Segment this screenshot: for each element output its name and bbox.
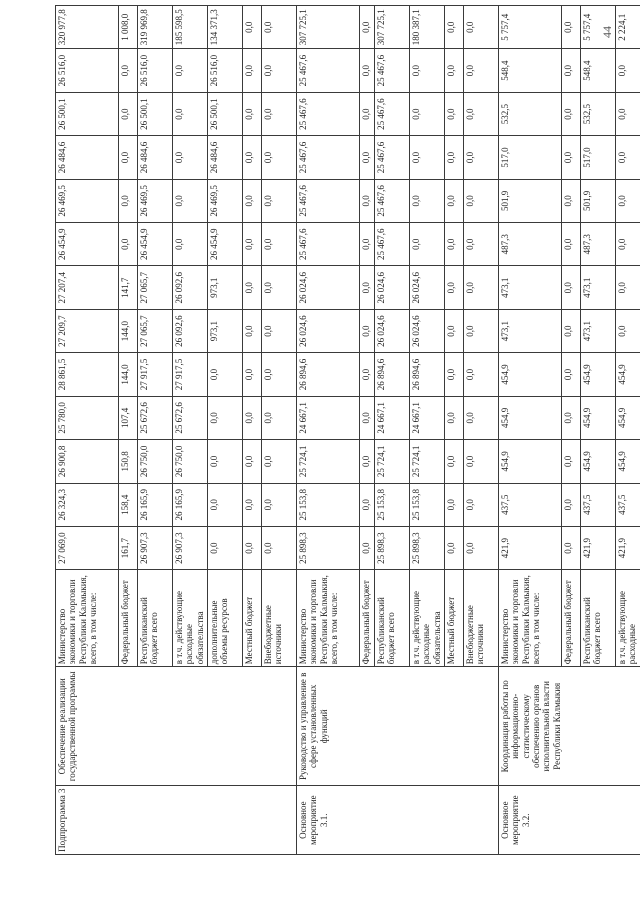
- funding-source-cell: Федеральный бюджет: [360, 570, 375, 667]
- year-value-cell: 0,0: [445, 353, 464, 396]
- funding-source-cell: Республиканский бюджет всего: [581, 570, 616, 667]
- page-number: 44: [600, 26, 614, 38]
- year-value-cell: 26 516,0: [56, 49, 119, 92]
- year-value-cell: 0,0: [464, 309, 499, 352]
- year-value-cell: 26 454,9: [208, 223, 243, 266]
- year-value-cell: 0,0: [562, 483, 581, 526]
- total-value-cell: 134 371,3: [208, 6, 243, 49]
- year-value-cell: 0,0: [562, 92, 581, 135]
- year-value-cell: 26 500,1: [138, 92, 173, 135]
- year-value-cell: 473,1: [581, 266, 616, 309]
- year-value-cell: 0,0: [562, 223, 581, 266]
- total-value-cell: 1 008,0: [119, 6, 138, 49]
- year-value-cell: 25 467,6: [297, 136, 360, 179]
- year-value-cell: 0,0: [262, 353, 297, 396]
- year-value-cell: 0,0: [173, 92, 208, 135]
- year-value-cell: 26 500,1: [56, 92, 119, 135]
- year-value-cell: 454,9: [616, 440, 640, 483]
- program-name-cell: Координация работы по информационно-статистическому обеспечению органов исполнительной власти Республики Калмыкия: [499, 667, 640, 786]
- year-value-cell: 25 724,1: [410, 440, 445, 483]
- year-value-cell: 144,0: [119, 353, 138, 396]
- rotated-page: [55, 5, 638, 855]
- year-value-cell: 141,7: [119, 266, 138, 309]
- year-value-cell: 26 165,9: [138, 483, 173, 526]
- year-value-cell: 0,0: [445, 223, 464, 266]
- year-value-cell: 26 516,0: [138, 49, 173, 92]
- year-value-cell: 0,0: [464, 136, 499, 179]
- year-value-cell: 0,0: [410, 179, 445, 222]
- year-value-cell: 26 454,9: [138, 223, 173, 266]
- year-value-cell: 26 516,0: [208, 49, 243, 92]
- year-value-cell: 25 153,8: [410, 483, 445, 526]
- year-value-cell: 501,9: [499, 179, 562, 222]
- year-value-cell: 24 667,1: [410, 396, 445, 439]
- total-value-cell: 0,0: [262, 6, 297, 49]
- funding-source-cell: дополнительные объемы ресурсов: [208, 570, 243, 667]
- year-value-cell: 0,0: [616, 223, 640, 266]
- budget-table: [55, 5, 640, 855]
- year-value-cell: 0,0: [464, 526, 499, 569]
- year-value-cell: 0,0: [262, 483, 297, 526]
- table-body: [56, 6, 640, 855]
- year-value-cell: 0,0: [360, 179, 375, 222]
- funding-source-cell: Министерство экономики и торговли Республики Калмыкия, всего, в том числе:: [297, 570, 360, 667]
- year-value-cell: 24 667,1: [297, 396, 360, 439]
- year-value-cell: 437,5: [581, 483, 616, 526]
- year-value-cell: 26 454,9: [56, 223, 119, 266]
- year-value-cell: 973,1: [208, 309, 243, 352]
- year-value-cell: 0,0: [119, 49, 138, 92]
- funding-source-cell: Местный бюджет: [243, 570, 262, 667]
- funding-source-cell: в т.ч. действующие расходные: [616, 570, 640, 667]
- total-value-cell: 0,0: [243, 6, 262, 49]
- year-value-cell: 25 898,3: [375, 526, 410, 569]
- year-value-cell: 0,0: [208, 440, 243, 483]
- year-value-cell: 421,9: [499, 526, 562, 569]
- year-value-cell: 0,0: [445, 309, 464, 352]
- year-value-cell: 0,0: [410, 136, 445, 179]
- year-value-cell: 473,1: [499, 266, 562, 309]
- year-value-cell: 0,0: [445, 440, 464, 483]
- year-value-cell: 25 467,6: [297, 49, 360, 92]
- year-value-cell: 0,0: [173, 49, 208, 92]
- year-value-cell: 27 207,4: [56, 266, 119, 309]
- year-value-cell: 26 500,1: [208, 92, 243, 135]
- year-value-cell: 0,0: [445, 396, 464, 439]
- total-value-cell: 307 725,1: [375, 6, 410, 49]
- year-value-cell: 26 907,3: [138, 526, 173, 569]
- year-value-cell: 26 024,6: [375, 309, 410, 352]
- year-value-cell: 0,0: [445, 136, 464, 179]
- year-value-cell: 25 467,6: [297, 223, 360, 266]
- year-value-cell: 0,0: [262, 309, 297, 352]
- year-value-cell: 0,0: [464, 266, 499, 309]
- year-value-cell: 0,0: [445, 49, 464, 92]
- year-value-cell: 144,0: [119, 309, 138, 352]
- year-value-cell: 517,0: [581, 136, 616, 179]
- table-row: [499, 6, 562, 855]
- year-value-cell: 0,0: [445, 483, 464, 526]
- year-value-cell: 25 724,1: [375, 440, 410, 483]
- year-value-cell: 0,0: [464, 396, 499, 439]
- year-value-cell: 0,0: [243, 223, 262, 266]
- year-value-cell: 25 780,0: [56, 396, 119, 439]
- total-value-cell: 0,0: [464, 6, 499, 49]
- year-value-cell: 437,5: [499, 483, 562, 526]
- year-value-cell: 0,0: [173, 223, 208, 266]
- year-value-cell: 25 467,6: [375, 49, 410, 92]
- funding-source-cell: Республиканский бюджет всего: [375, 570, 410, 667]
- year-value-cell: 0,0: [464, 92, 499, 135]
- table-row: [56, 6, 119, 855]
- year-value-cell: 26 907,3: [173, 526, 208, 569]
- year-value-cell: 0,0: [243, 526, 262, 569]
- year-value-cell: 0,0: [262, 440, 297, 483]
- year-value-cell: 454,9: [499, 353, 562, 396]
- year-value-cell: 25 672,6: [138, 396, 173, 439]
- year-value-cell: 27 917,5: [173, 353, 208, 396]
- year-value-cell: 27 069,0: [56, 526, 119, 569]
- year-value-cell: 473,1: [499, 309, 562, 352]
- year-value-cell: 0,0: [262, 49, 297, 92]
- funding-source-cell: Внебюджетные источники: [262, 570, 297, 667]
- year-value-cell: 0,0: [445, 266, 464, 309]
- year-value-cell: 0,0: [410, 49, 445, 92]
- year-value-cell: 0,0: [119, 179, 138, 222]
- year-value-cell: 0,0: [464, 483, 499, 526]
- year-value-cell: 26 092,6: [173, 309, 208, 352]
- year-value-cell: 0,0: [562, 136, 581, 179]
- year-value-cell: 25 467,6: [375, 136, 410, 179]
- year-value-cell: 0,0: [562, 266, 581, 309]
- year-value-cell: 26 894,6: [297, 353, 360, 396]
- year-value-cell: 0,0: [360, 396, 375, 439]
- total-value-cell: 5 757,4: [499, 6, 562, 49]
- year-value-cell: 0,0: [243, 396, 262, 439]
- year-value-cell: 25 467,6: [297, 179, 360, 222]
- year-value-cell: 437,5: [616, 483, 640, 526]
- year-value-cell: 454,9: [581, 353, 616, 396]
- year-value-cell: 0,0: [616, 179, 640, 222]
- year-value-cell: 0,0: [464, 223, 499, 266]
- year-value-cell: 454,9: [581, 396, 616, 439]
- year-value-cell: 25 153,8: [297, 483, 360, 526]
- year-value-cell: 25 724,1: [297, 440, 360, 483]
- total-value-cell: 185 598,5: [173, 6, 208, 49]
- program-level-cell: Основное мероприятие 3.1.: [297, 786, 499, 855]
- year-value-cell: 27 209,7: [56, 309, 119, 352]
- program-level-cell: Подпрограмма 3: [56, 786, 297, 855]
- year-value-cell: 487,3: [581, 223, 616, 266]
- year-value-cell: 501,9: [581, 179, 616, 222]
- year-value-cell: 0,0: [208, 526, 243, 569]
- year-value-cell: 0,0: [243, 266, 262, 309]
- year-value-cell: 0,0: [562, 49, 581, 92]
- total-value-cell: 2 224,1: [616, 6, 640, 49]
- year-value-cell: 0,0: [562, 526, 581, 569]
- year-value-cell: 0,0: [616, 266, 640, 309]
- year-value-cell: 25 467,6: [375, 223, 410, 266]
- year-value-cell: 421,9: [616, 526, 640, 569]
- year-value-cell: 0,0: [243, 92, 262, 135]
- year-value-cell: 26 484,6: [208, 136, 243, 179]
- year-value-cell: 0,0: [208, 483, 243, 526]
- year-value-cell: 0,0: [464, 353, 499, 396]
- year-value-cell: 25 467,6: [375, 179, 410, 222]
- year-value-cell: 0,0: [243, 440, 262, 483]
- year-value-cell: 0,0: [562, 179, 581, 222]
- year-value-cell: 0,0: [445, 92, 464, 135]
- year-value-cell: 0,0: [243, 483, 262, 526]
- year-value-cell: 0,0: [360, 223, 375, 266]
- year-value-cell: 548,4: [581, 49, 616, 92]
- year-value-cell: 26 750,0: [138, 440, 173, 483]
- year-value-cell: 0,0: [562, 353, 581, 396]
- year-value-cell: 454,9: [499, 440, 562, 483]
- year-value-cell: 26 024,6: [375, 266, 410, 309]
- year-value-cell: 26 165,9: [173, 483, 208, 526]
- total-value-cell: 0,0: [562, 6, 581, 49]
- year-value-cell: 0,0: [464, 179, 499, 222]
- funding-source-cell: Министерство экономики и торговли Республики Калмыкия, всего, в том числе:: [56, 570, 119, 667]
- total-value-cell: 320 977,8: [56, 6, 119, 49]
- year-value-cell: 161,7: [119, 526, 138, 569]
- year-value-cell: 27 065,7: [138, 266, 173, 309]
- year-value-cell: 0,0: [243, 309, 262, 352]
- year-value-cell: 150,8: [119, 440, 138, 483]
- year-value-cell: 0,0: [262, 526, 297, 569]
- year-value-cell: 25 153,8: [375, 483, 410, 526]
- year-value-cell: 0,0: [262, 92, 297, 135]
- year-value-cell: 26 900,8: [56, 440, 119, 483]
- year-value-cell: 0,0: [562, 396, 581, 439]
- year-value-cell: 26 024,6: [410, 309, 445, 352]
- year-value-cell: 421,9: [581, 526, 616, 569]
- year-value-cell: 0,0: [360, 92, 375, 135]
- year-value-cell: 0,0: [262, 179, 297, 222]
- program-level-cell: Основное мероприятие 3.2.: [499, 786, 640, 855]
- year-value-cell: 25 898,3: [410, 526, 445, 569]
- year-value-cell: 0,0: [410, 223, 445, 266]
- year-value-cell: 26 894,6: [410, 353, 445, 396]
- year-value-cell: 0,0: [173, 136, 208, 179]
- year-value-cell: 25 672,6: [173, 396, 208, 439]
- total-value-cell: 0,0: [360, 6, 375, 49]
- year-value-cell: 0,0: [616, 309, 640, 352]
- year-value-cell: 973,1: [208, 266, 243, 309]
- year-value-cell: 24 667,1: [375, 396, 410, 439]
- year-value-cell: 0,0: [119, 92, 138, 135]
- total-value-cell: 319 969,8: [138, 6, 173, 49]
- funding-source-cell: Внебюджетные источники: [464, 570, 499, 667]
- funding-source-cell: Местный бюджет: [445, 570, 464, 667]
- year-value-cell: 25 898,3: [297, 526, 360, 569]
- year-value-cell: 0,0: [360, 266, 375, 309]
- year-value-cell: 158,4: [119, 483, 138, 526]
- year-value-cell: 548,4: [499, 49, 562, 92]
- year-value-cell: 26 484,6: [138, 136, 173, 179]
- year-value-cell: 0,0: [262, 266, 297, 309]
- year-value-cell: 0,0: [410, 92, 445, 135]
- year-value-cell: 26 469,5: [208, 179, 243, 222]
- total-value-cell: 180 387,1: [410, 6, 445, 49]
- year-value-cell: 454,9: [616, 396, 640, 439]
- year-value-cell: 26 469,5: [56, 179, 119, 222]
- year-value-cell: 0,0: [243, 353, 262, 396]
- year-value-cell: 0,0: [562, 440, 581, 483]
- year-value-cell: 26 894,6: [375, 353, 410, 396]
- year-value-cell: 0,0: [208, 353, 243, 396]
- funding-source-cell: Федеральный бюджет: [119, 570, 138, 667]
- year-value-cell: 0,0: [243, 179, 262, 222]
- year-value-cell: 26 024,6: [297, 309, 360, 352]
- program-name-cell: Руководство и управление в сфере установленных функций: [297, 667, 499, 786]
- year-value-cell: 0,0: [616, 136, 640, 179]
- funding-source-cell: в т.ч. действующие расходные обязательства: [173, 570, 208, 667]
- year-value-cell: 532,5: [499, 92, 562, 135]
- year-value-cell: 26 024,6: [410, 266, 445, 309]
- table-row: [297, 6, 360, 855]
- year-value-cell: 0,0: [360, 136, 375, 179]
- total-value-cell: 307 725,1: [297, 6, 360, 49]
- year-value-cell: 107,4: [119, 396, 138, 439]
- year-value-cell: 26 324,3: [56, 483, 119, 526]
- year-value-cell: 28 861,5: [56, 353, 119, 396]
- year-value-cell: 0,0: [173, 179, 208, 222]
- year-value-cell: 0,0: [616, 49, 640, 92]
- year-value-cell: 487,3: [499, 223, 562, 266]
- funding-source-cell: Федеральный бюджет: [562, 570, 581, 667]
- year-value-cell: 0,0: [360, 49, 375, 92]
- year-value-cell: 0,0: [262, 223, 297, 266]
- year-value-cell: 0,0: [445, 179, 464, 222]
- year-value-cell: 26 469,5: [138, 179, 173, 222]
- year-value-cell: 0,0: [464, 440, 499, 483]
- year-value-cell: 0,0: [262, 136, 297, 179]
- funding-source-cell: в т.ч. действующие расходные обязательства: [410, 570, 445, 667]
- year-value-cell: 0,0: [360, 483, 375, 526]
- funding-source-cell: Республиканский бюджет всего: [138, 570, 173, 667]
- year-value-cell: 26 484,6: [56, 136, 119, 179]
- year-value-cell: 27 917,5: [138, 353, 173, 396]
- year-value-cell: 25 467,6: [375, 92, 410, 135]
- year-value-cell: 26 092,6: [173, 266, 208, 309]
- funding-source-cell: Министерство экономики и торговли Республики Калмыкия, всего, в том числе:: [499, 570, 562, 667]
- year-value-cell: 27 065,7: [138, 309, 173, 352]
- year-value-cell: 532,5: [581, 92, 616, 135]
- year-value-cell: 473,1: [581, 309, 616, 352]
- year-value-cell: 0,0: [119, 223, 138, 266]
- year-value-cell: 517,0: [499, 136, 562, 179]
- program-name-cell: Обеспечение реализации государственной программы: [56, 667, 297, 786]
- year-value-cell: 0,0: [243, 136, 262, 179]
- year-value-cell: 454,9: [499, 396, 562, 439]
- year-value-cell: 0,0: [562, 309, 581, 352]
- year-value-cell: 0,0: [119, 136, 138, 179]
- year-value-cell: 0,0: [243, 49, 262, 92]
- year-value-cell: 0,0: [208, 396, 243, 439]
- year-value-cell: 25 467,6: [297, 92, 360, 135]
- year-value-cell: 0,0: [360, 440, 375, 483]
- year-value-cell: 26 024,6: [297, 266, 360, 309]
- year-value-cell: 0,0: [616, 92, 640, 135]
- year-value-cell: 454,9: [581, 440, 616, 483]
- year-value-cell: 26 750,0: [173, 440, 208, 483]
- year-value-cell: 0,0: [445, 526, 464, 569]
- year-value-cell: 0,0: [360, 526, 375, 569]
- total-value-cell: 0,0: [445, 6, 464, 49]
- year-value-cell: 0,0: [360, 309, 375, 352]
- year-value-cell: 0,0: [360, 353, 375, 396]
- year-value-cell: 0,0: [464, 49, 499, 92]
- year-value-cell: 0,0: [262, 396, 297, 439]
- year-value-cell: 454,9: [616, 353, 640, 396]
- total-value-cell: 5 757,4: [581, 6, 616, 49]
